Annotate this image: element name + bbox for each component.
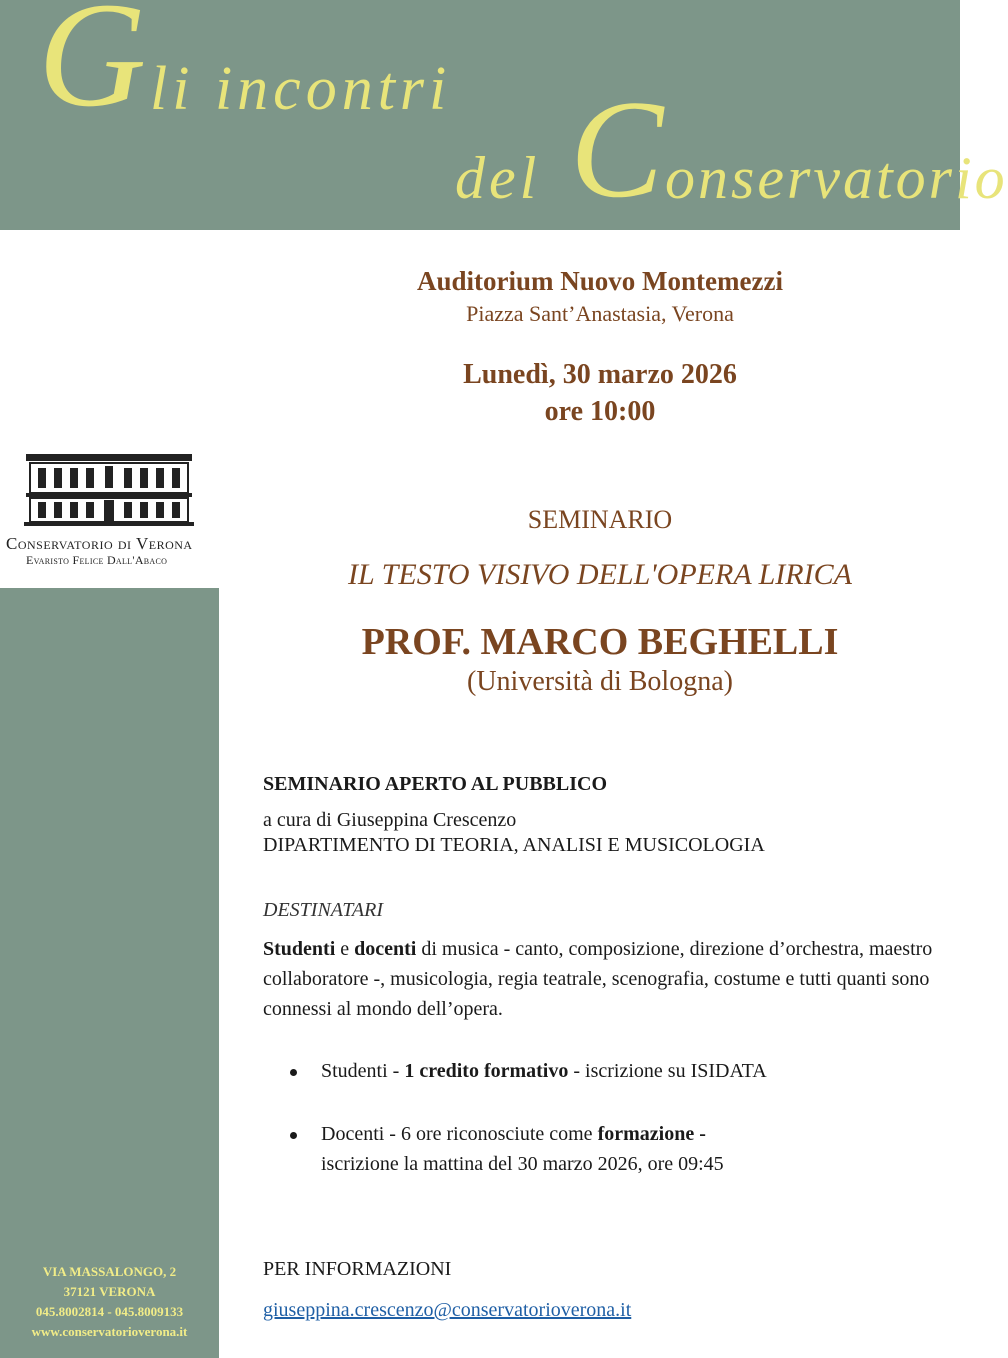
logo-subname: Evaristo Felice Dall'Abaco: [26, 553, 168, 567]
department-line: DIPARTIMENTO DI TEORIA, ANALISI E MUSICOLOGIA: [263, 834, 765, 856]
audience-label: DESTINATARI: [263, 899, 383, 921]
speaker-affiliation: (Università di Bologna): [467, 666, 733, 697]
speaker-name: PROF. MARCO BEGHELLI: [361, 621, 839, 663]
bullet1-text-a: Studenti -: [321, 1060, 405, 1082]
logo-name: Conservatorio di Verona: [6, 534, 193, 553]
bullet2-text-b: formazione -: [597, 1123, 706, 1145]
address-city: 37121 VERONA: [63, 1284, 156, 1299]
event-time: ore 10:00: [544, 396, 656, 427]
address-phones: 045.8002814 - 045.8009133: [35, 1304, 184, 1319]
building-icon: [24, 450, 194, 528]
conservatorio-logo: [0, 450, 220, 570]
bullet1-text-b: 1 credito formativo: [404, 1060, 569, 1082]
title-text-li: li incontri: [150, 55, 452, 123]
contact-address: [0, 1262, 219, 1342]
bullet-icon: [290, 1069, 297, 1076]
audience-text: di musica - canto, composizione, direzione d’orchestra, maestro collaboratore -, musicologia, regia teatrale, scenografia, costume e tutti quanti sono connessi al mondo dell’opera.: [263, 938, 933, 1020]
contact-email-link[interactable]: giuseppina.crescenzo@conservatorioverona.it: [263, 1299, 632, 1321]
event-date: Lunedì, 30 marzo 2026: [463, 359, 737, 390]
title-letter-g: G: [38, 0, 147, 138]
info-label: PER INFORMAZIONI: [263, 1258, 452, 1280]
address-street: VIA MASSALONGO, 2: [42, 1264, 177, 1279]
seminar-title: IL TESTO VISIVO DELL'OPERA LIRICA: [348, 558, 852, 591]
event-type: SEMINARIO: [527, 505, 673, 534]
open-seminar-label: SEMINARIO APERTO AL PUBBLICO: [263, 773, 608, 795]
audience-students: Studenti: [263, 938, 336, 960]
address-website[interactable]: www.conservatorioverona.it: [31, 1324, 188, 1339]
bullet2-text-a: Docenti - 6 ore riconosciute come: [321, 1123, 598, 1145]
venue-location: Piazza Sant’Anastasia, Verona: [466, 301, 734, 326]
venue-name: Auditorium Nuovo Montemezzi: [417, 266, 783, 296]
bullet-icon: [290, 1132, 297, 1139]
sidebar-panel: [0, 588, 219, 1358]
header-banner: [0, 0, 1008, 230]
title-text-del: del: [455, 145, 541, 211]
title-letter-c: C: [570, 72, 664, 227]
title-text-onservatorio: onservatorio: [665, 145, 1008, 211]
bullet1-text-c: - iscrizione su ISIDATA: [568, 1060, 767, 1082]
curator-line: a cura di Giuseppina Crescenzo: [263, 809, 517, 831]
audience-and: e: [335, 938, 355, 960]
bullet2-text-c: iscrizione la mattina del 30 marzo 2026, ore 09:45: [321, 1153, 724, 1175]
audience-paragraph: [263, 934, 943, 1024]
audience-teachers: docenti: [354, 938, 417, 960]
